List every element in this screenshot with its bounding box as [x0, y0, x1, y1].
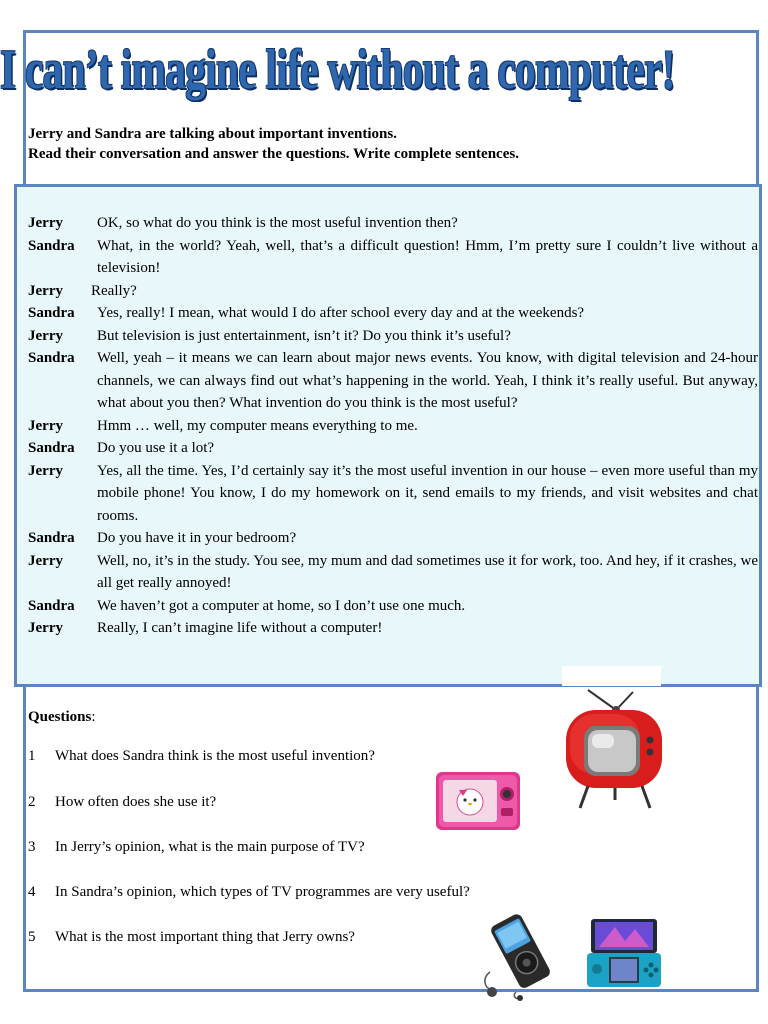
speaker-name: Sandra	[28, 237, 75, 254]
questions-heading	[28, 709, 96, 726]
questions-heading-colon: :	[91, 709, 96, 725]
speech-text: Do you use it a lot?	[97, 440, 215, 456]
question-number: 2	[28, 794, 36, 810]
speaker-name: Sandra	[28, 440, 75, 456]
page-title: I can’t imagine life without a computer!	[0, 39, 675, 101]
question-number: 4	[28, 884, 36, 900]
blank-patch	[562, 666, 661, 686]
speech-text: Well, no, it’s in the study. You see, my mum and dad sometimes use it for work, too. And hey, if it crashes, we all get really annoyed!	[97, 552, 758, 591]
dialogue-line	[28, 415, 758, 438]
question-text: In Jerry’s opinion, what is the main purpose of TV?	[55, 839, 365, 855]
speech-text: But television is just entertainment, isn’t it? Do you think it’s useful?	[97, 327, 511, 344]
speech-text: What, in the world? Yeah, well, that’s a difficult question! Hmm, I’m pretty sure I couldn’t live without a television!	[97, 237, 758, 276]
instructions	[28, 124, 748, 164]
speech-text: Really?	[91, 282, 137, 299]
speech-text: Hmm … well, my computer means everything to me.	[97, 417, 418, 434]
speaker-name: Jerry	[28, 462, 63, 479]
question-number: 1	[28, 748, 36, 764]
speech-text: We haven’t got a computer at home, so I don’t use one much.	[97, 597, 466, 614]
dialogue-line	[28, 280, 758, 303]
dialogue-line	[28, 235, 758, 280]
speaker-name: Jerry	[28, 552, 63, 569]
retro-tv-icon	[558, 688, 668, 813]
handheld-console-icon	[585, 917, 663, 989]
dialogue-line	[28, 347, 758, 415]
question-4	[28, 884, 470, 901]
dialogue-line	[28, 302, 758, 325]
question-text: What does Sandra think is the most useful invention?	[55, 748, 375, 764]
mp3-player-icon	[476, 912, 558, 1002]
dialogue-line	[28, 595, 758, 618]
question-text: What is the most important thing that Jerry owns?	[55, 929, 355, 945]
pink-camera-icon	[435, 770, 521, 832]
dialogue-line	[28, 550, 758, 595]
question-5	[28, 929, 355, 946]
speech-text: Yes, really! I mean, what would I do after school every day and at the weekends?	[97, 305, 585, 321]
speech-text: Do you have it in your bedroom?	[97, 530, 297, 546]
dialogue-line	[28, 325, 758, 348]
dialogue-line	[28, 617, 758, 640]
speaker-name: Sandra	[28, 597, 75, 614]
dialogue	[28, 212, 758, 640]
speaker-name: Jerry	[28, 417, 63, 434]
speaker-name: Sandra	[28, 350, 75, 366]
speaker-name: Jerry	[28, 327, 63, 344]
question-text: In Sandra’s opinion, which types of TV programmes are very useful?	[55, 884, 470, 900]
question-text: How often does she use it?	[55, 794, 217, 810]
question-1	[28, 748, 375, 765]
dialogue-line	[28, 460, 758, 528]
question-number: 3	[28, 839, 36, 855]
speaker-name: Sandra	[28, 530, 75, 546]
dialogue-line	[28, 527, 758, 550]
dialogue-line	[28, 212, 758, 235]
question-3	[28, 839, 365, 856]
speaker-name: Jerry	[28, 620, 63, 636]
question-2	[28, 794, 216, 811]
speech-text: Yes, all the time. Yes, I’d certainly say it’s the most useful invention in our house – even more useful than my mobile phone! You know, I do my homework on it, send emails to my friends, and visit websites and chat rooms.	[97, 462, 758, 524]
speech-text: Well, yeah – it means we can learn about major news events. You know, with digital television and 24-hour channels, we can always find out what’s happening in the world. Yeah, I think it’s really useful. But anyway, what about you then? What invention do you think is the most useful?	[97, 350, 758, 411]
speech-text: Really, I can’t imagine life without a computer!	[97, 620, 383, 636]
instructions-line-1: Jerry and Sandra are talking about important inventions.	[28, 126, 397, 142]
speech-text: OK, so what do you think is the most useful invention then?	[97, 215, 458, 231]
questions-heading-label: Questions	[28, 709, 92, 725]
speaker-name: Jerry	[28, 215, 63, 231]
question-number: 5	[28, 929, 36, 945]
dialogue-line	[28, 437, 758, 460]
speaker-name: Sandra	[28, 305, 75, 321]
instructions-line-2: Read their conversation and answer the questions. Write complete sentences.	[28, 146, 519, 162]
speaker-name: Jerry	[28, 282, 63, 299]
